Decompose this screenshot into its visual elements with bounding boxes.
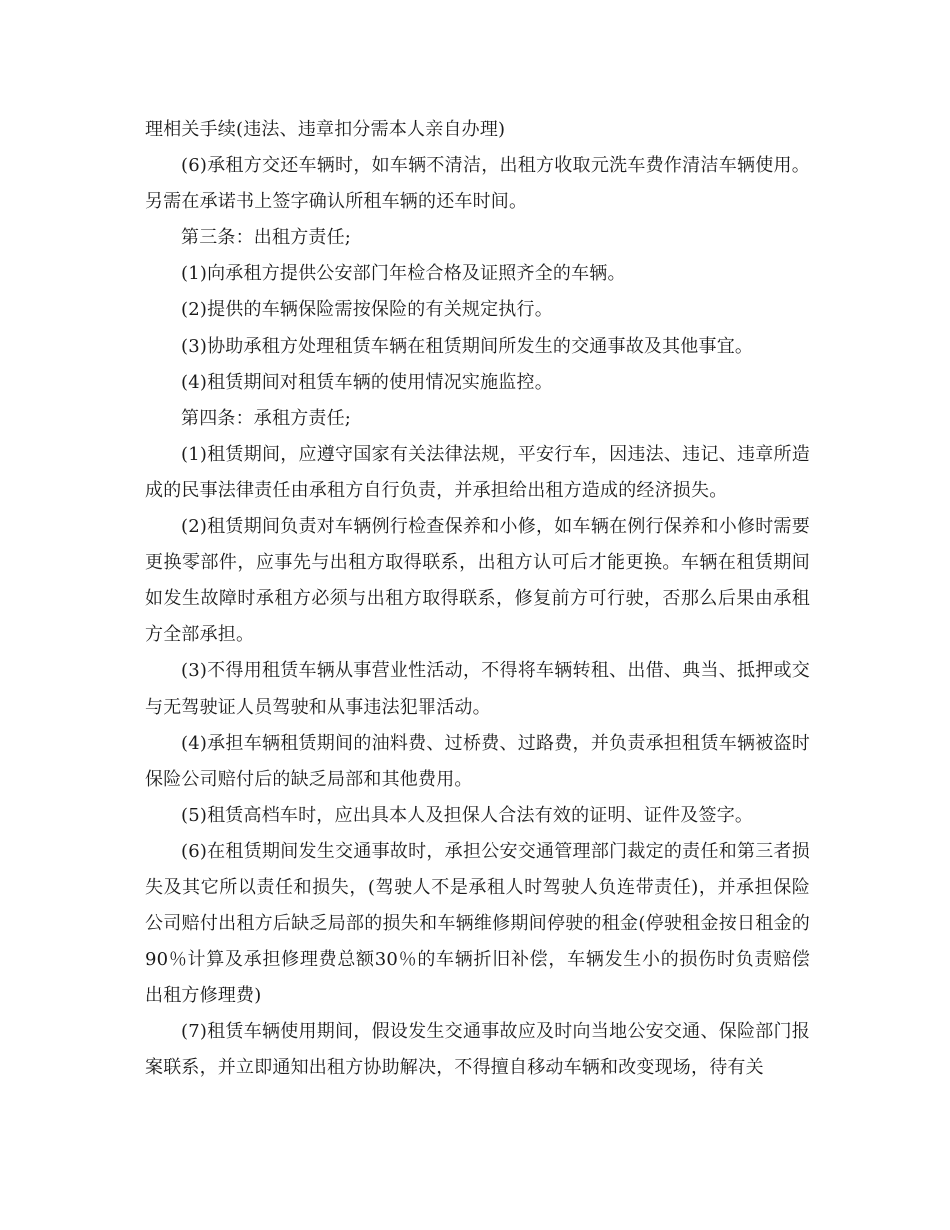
- paragraph: (1)向承租方提供公安部门年检合格及证照齐全的车辆。: [181, 263, 626, 285]
- paragraph: (7)租赁车辆使用期间，假设发生交通事故应及时向当地公安交通、保险部门报案联系，并立即通知出租方协助解决，不得擅自移动车辆和改变现场，待有关: [145, 1021, 810, 1079]
- paragraph: (4)租赁期间对租赁车辆的使用情况实施监控。: [181, 371, 553, 393]
- paragraph: (6)承租方交还车辆时，如车辆不清洁，出租方收取元洗车费作清洁车辆使用。另需在承诺书上签字确认所租车辆的还车时间。: [145, 155, 810, 213]
- paragraph: (3)不得用租赁车辆从事营业性活动，不得将车辆转租、出借、典当、抵押或交与无驾驶证人员驾驶和从事违法犯罪活动。: [145, 660, 810, 718]
- paragraph: (2)租赁期间负责对车辆例行检查保养和小修，如车辆在例行保养和小修时需要更换零部件，应事先与出租方取得联系，出租方认可后才能更换。车辆在租赁期间如发生故障时承租方必须与出租方取得联系，修复前方可行驶，否那么后果由承租方全部承担。: [145, 516, 810, 646]
- paragraph: (4)承担车辆租赁期间的油料费、过桥费、过路费，并负责承担租赁车辆被盗时保险公司赔付后的缺乏局部和其他费用。: [145, 732, 810, 790]
- section-heading: 第四条：承租方责任;: [181, 407, 352, 429]
- paragraph: (5)租赁高档车时，应出具本人及担保人合法有效的证明、证件及签字。: [181, 804, 754, 826]
- document-body: [145, 112, 810, 1087]
- paragraph: (6)在租赁期间发生交通事故时，承担公安交通管理部门裁定的责任和第三者损失及其它所以责任和损失，(驾驶人不是承租人时驾驶人负连带责任)，并承担保险公司赔付出租方后缺乏局部的损失和车辆维修期间停驶的租金(停驶租金按日租金的90％计算及承担修理费总额30％的车辆折旧补偿，车辆发生小的损伤时负责赔偿出租方修理费): [145, 840, 810, 1007]
- paragraph: (1)租赁期间，应遵守国家有关法律法规，平安行车，因违法、违记、违章所造成的民事法律责任由承租方自行负责，并承担给出租方造成的经济损失。: [145, 443, 810, 501]
- section-heading: 第三条：出租方责任;: [181, 227, 352, 249]
- paragraph: (2)提供的车辆保险需按保险的有关规定执行。: [181, 299, 553, 321]
- paragraph: 理相关手续(违法、违章扣分需本人亲自办理): [145, 119, 506, 140]
- paragraph: (3)协助承租方处理租赁车辆在租赁期间所发生的交通事故及其他事宜。: [181, 335, 754, 357]
